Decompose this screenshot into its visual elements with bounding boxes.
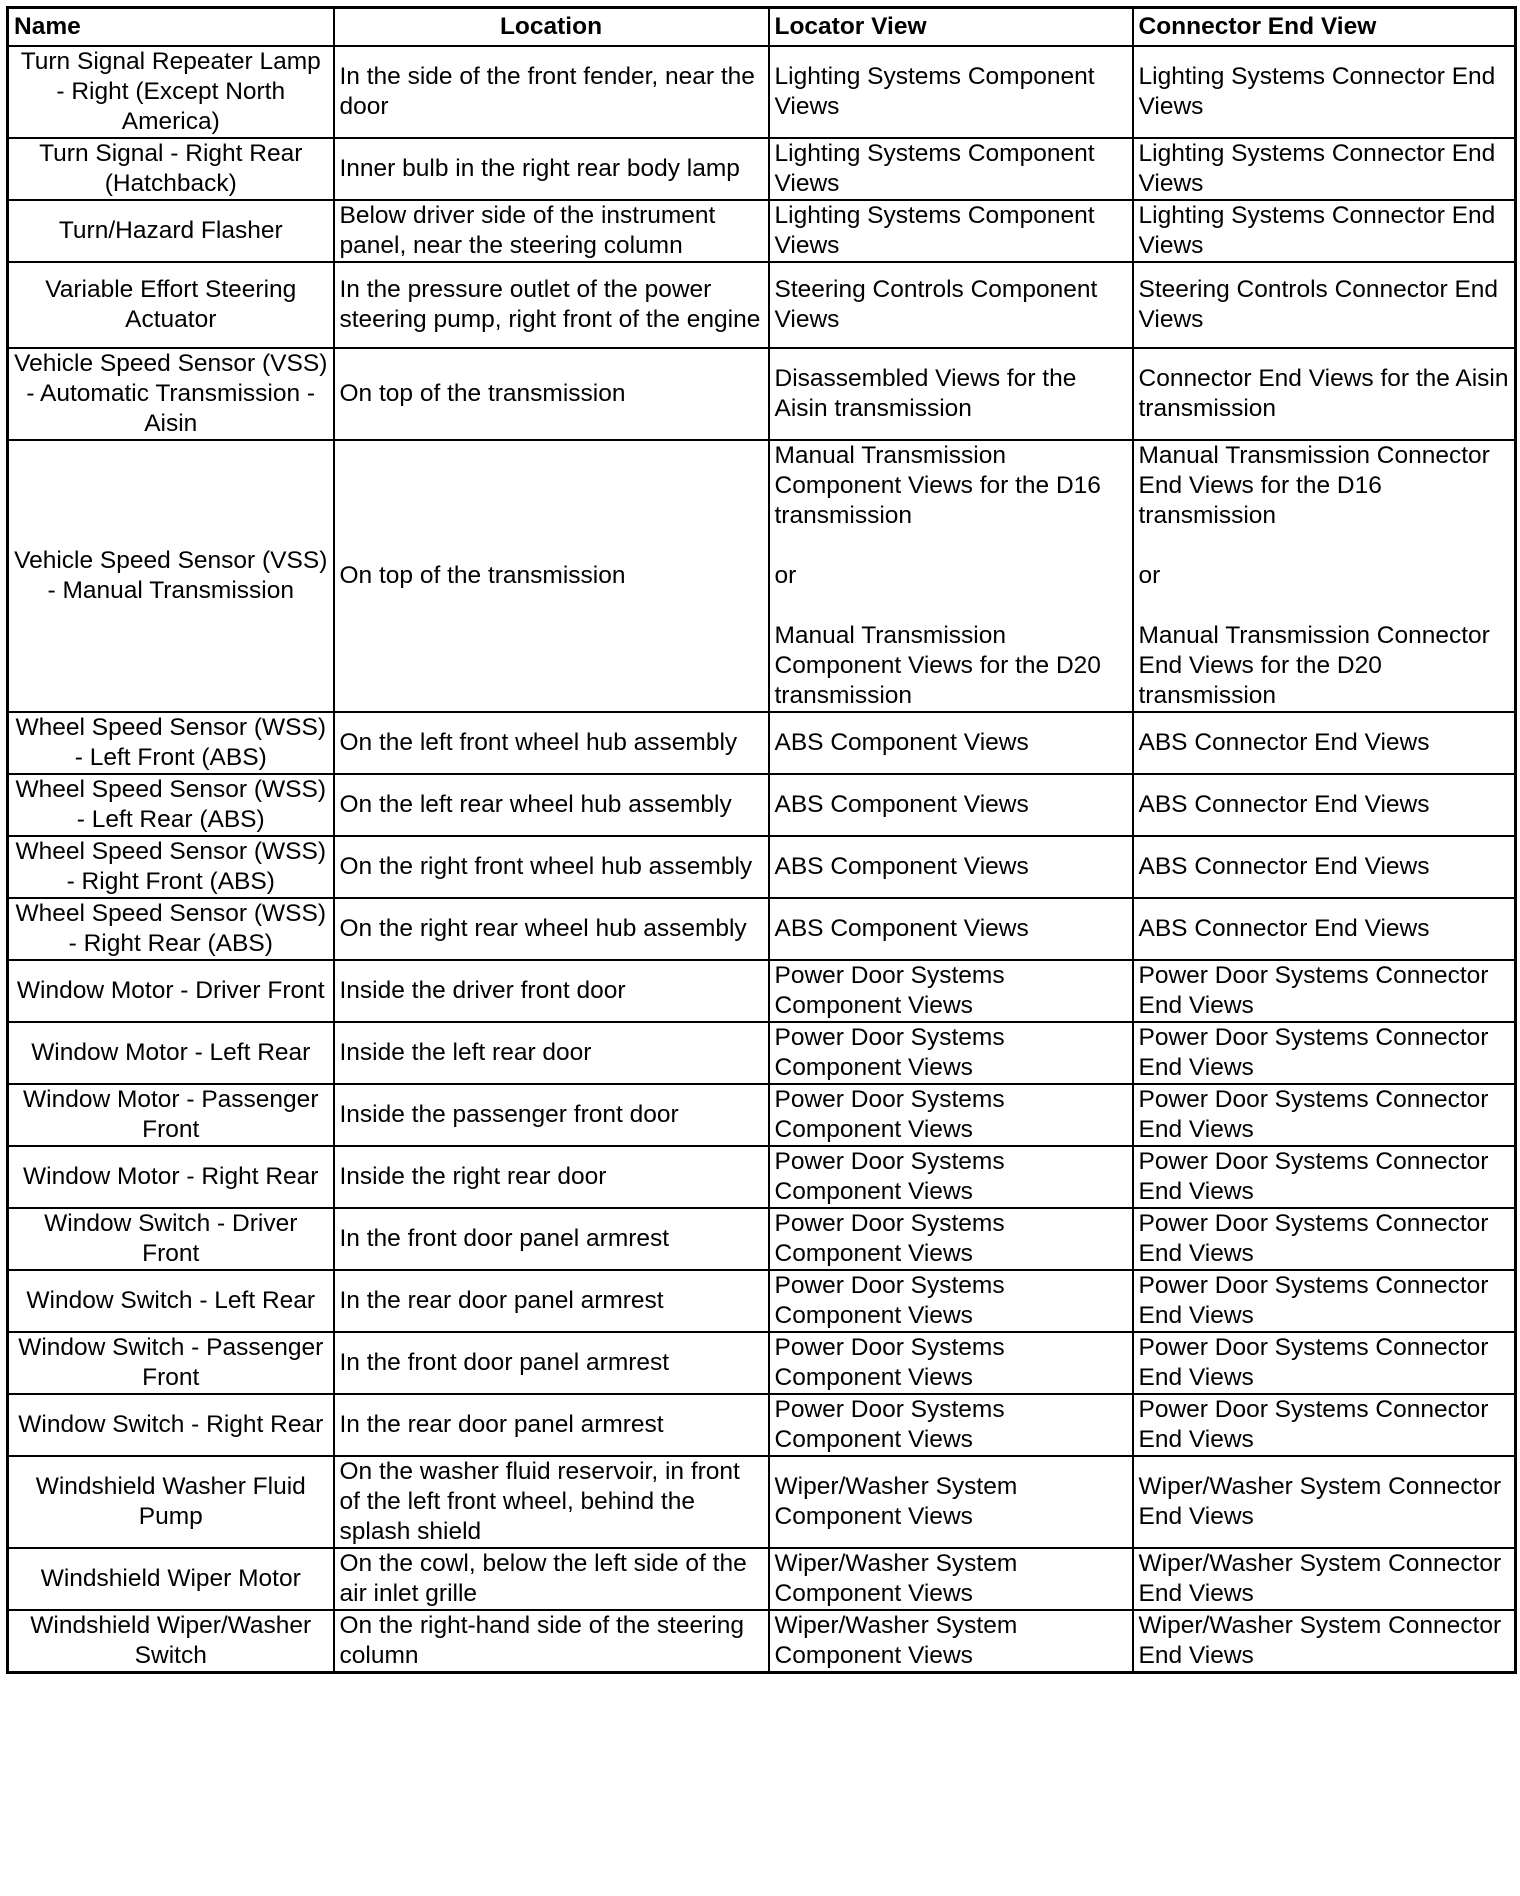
cell-name: Windshield Washer Fluid Pump (8, 1456, 334, 1548)
table-row (8, 1548, 1516, 1610)
cell-connector-end-view: Power Door Systems Connector End Views (1133, 1208, 1516, 1270)
cell-locator-view: Power Door Systems Component Views (769, 1084, 1133, 1146)
cell-locator-view: Power Door Systems Component Views (769, 1332, 1133, 1394)
cell-name: Wheel Speed Sensor (WSS) - Right Front (ABS) (8, 836, 334, 898)
cell-locator-view: ABS Component Views (769, 774, 1133, 836)
cell-connector-end-view: ABS Connector End Views (1133, 712, 1516, 774)
cell-connector-end-view: ABS Connector End Views (1133, 774, 1516, 836)
table-row (8, 440, 1516, 712)
header-row (8, 8, 1516, 47)
cell-locator-view: ABS Component Views (769, 836, 1133, 898)
cell-connector-end-view: ABS Connector End Views (1133, 836, 1516, 898)
cell-locator-view: Lighting Systems Component Views (769, 138, 1133, 200)
cell-name: Window Switch - Driver Front (8, 1208, 334, 1270)
cell-connector-end-view: Power Door Systems Connector End Views (1133, 1394, 1516, 1456)
table-row (8, 1022, 1516, 1084)
cell-name: Turn Signal Repeater Lamp - Right (Except North America) (8, 46, 334, 138)
cell-locator-view: Power Door Systems Component Views (769, 960, 1133, 1022)
table-row (8, 1146, 1516, 1208)
cell-locator-view: Power Door Systems Component Views (769, 1270, 1133, 1332)
cell-connector-end-view: Steering Controls Connector End Views (1133, 262, 1516, 348)
table-row (8, 200, 1516, 262)
cell-name: Vehicle Speed Sensor (VSS) - Automatic Transmission - Aisin (8, 348, 334, 440)
cell-name: Windshield Wiper Motor (8, 1548, 334, 1610)
cell-connector-end-view: Lighting Systems Connector End Views (1133, 200, 1516, 262)
cell-location: On the right front wheel hub assembly (334, 836, 769, 898)
cell-location: On the left front wheel hub assembly (334, 712, 769, 774)
cell-locator-view: Power Door Systems Component Views (769, 1208, 1133, 1270)
cell-name: Wheel Speed Sensor (WSS) - Left Front (ABS) (8, 712, 334, 774)
cell-name: Variable Effort Steering Actuator (8, 262, 334, 348)
cell-locator-view: Power Door Systems Component Views (769, 1022, 1133, 1084)
cell-connector-end-view: Lighting Systems Connector End Views (1133, 46, 1516, 138)
cell-name: Windshield Wiper/Washer Switch (8, 1610, 334, 1673)
table-row (8, 138, 1516, 200)
cell-name: Window Motor - Left Rear (8, 1022, 334, 1084)
component-locator-table (6, 6, 1517, 1674)
header-connector-end-view: Connector End View (1133, 8, 1516, 47)
cell-connector-end-view: Power Door Systems Connector End Views (1133, 960, 1516, 1022)
cell-connector-end-view: Power Door Systems Connector End Views (1133, 1146, 1516, 1208)
table-row (8, 836, 1516, 898)
cell-connector-end-view: Manual Transmission Connector End Views for the D16 transmission or Manual Transmission Connector End Views for the D20 transmission (1133, 440, 1516, 712)
cell-connector-end-view: Power Door Systems Connector End Views (1133, 1270, 1516, 1332)
cell-connector-end-view: ABS Connector End Views (1133, 898, 1516, 960)
cell-connector-end-view: Power Door Systems Connector End Views (1133, 1332, 1516, 1394)
cell-location: On the left rear wheel hub assembly (334, 774, 769, 836)
cell-locator-view: Disassembled Views for the Aisin transmission (769, 348, 1133, 440)
cell-location: In the side of the front fender, near the door (334, 46, 769, 138)
cell-location: In the rear door panel armrest (334, 1270, 769, 1332)
cell-locator-view: ABS Component Views (769, 898, 1133, 960)
header-locator-view: Locator View (769, 8, 1133, 47)
cell-location: On top of the transmission (334, 440, 769, 712)
table-row (8, 1270, 1516, 1332)
cell-connector-end-view: Connector End Views for the Aisin transmission (1133, 348, 1516, 440)
table-row (8, 1394, 1516, 1456)
cell-connector-end-view: Wiper/Washer System Connector End Views (1133, 1456, 1516, 1548)
cell-name: Window Motor - Passenger Front (8, 1084, 334, 1146)
cell-name: Turn Signal - Right Rear (Hatchback) (8, 138, 334, 200)
cell-name: Window Switch - Passenger Front (8, 1332, 334, 1394)
cell-connector-end-view: Lighting Systems Connector End Views (1133, 138, 1516, 200)
cell-name: Wheel Speed Sensor (WSS) - Left Rear (ABS) (8, 774, 334, 836)
cell-connector-end-view: Power Door Systems Connector End Views (1133, 1084, 1516, 1146)
cell-locator-view: Manual Transmission Component Views for the D16 transmission or Manual Transmission Component Views for the D20 transmission (769, 440, 1133, 712)
cell-locator-view: Wiper/Washer System Component Views (769, 1548, 1133, 1610)
cell-name: Vehicle Speed Sensor (VSS) - Manual Transmission (8, 440, 334, 712)
cell-location: On the cowl, below the left side of the air inlet grille (334, 1548, 769, 1610)
table-row (8, 960, 1516, 1022)
cell-locator-view: Lighting Systems Component Views (769, 46, 1133, 138)
table-row (8, 1084, 1516, 1146)
cell-location: On the washer fluid reservoir, in front of the left front wheel, behind the splash shield (334, 1456, 769, 1548)
table-row (8, 1208, 1516, 1270)
cell-locator-view: Steering Controls Component Views (769, 262, 1133, 348)
cell-locator-view: Wiper/Washer System Component Views (769, 1610, 1133, 1673)
cell-name: Window Switch - Left Rear (8, 1270, 334, 1332)
cell-location: In the front door panel armrest (334, 1208, 769, 1270)
header-location: Location (334, 8, 769, 47)
table-row (8, 712, 1516, 774)
cell-location: On the right-hand side of the steering column (334, 1610, 769, 1673)
cell-name: Wheel Speed Sensor (WSS) - Right Rear (ABS) (8, 898, 334, 960)
cell-location: In the rear door panel armrest (334, 1394, 769, 1456)
cell-location: Inside the passenger front door (334, 1084, 769, 1146)
cell-location: In the front door panel armrest (334, 1332, 769, 1394)
table-row (8, 262, 1516, 348)
table-row (8, 1332, 1516, 1394)
table-row (8, 348, 1516, 440)
cell-name: Window Switch - Right Rear (8, 1394, 334, 1456)
table-row (8, 46, 1516, 138)
cell-locator-view: Wiper/Washer System Component Views (769, 1456, 1133, 1548)
cell-location: On the right rear wheel hub assembly (334, 898, 769, 960)
table-row (8, 774, 1516, 836)
cell-connector-end-view: Power Door Systems Connector End Views (1133, 1022, 1516, 1084)
cell-location: Inside the driver front door (334, 960, 769, 1022)
header-name: Name (8, 8, 334, 47)
cell-name: Turn/Hazard Flasher (8, 200, 334, 262)
cell-location: Inside the right rear door (334, 1146, 769, 1208)
cell-name: Window Motor - Driver Front (8, 960, 334, 1022)
cell-locator-view: Power Door Systems Component Views (769, 1394, 1133, 1456)
table-row (8, 898, 1516, 960)
table-row (8, 1610, 1516, 1673)
document-page (6, 6, 1514, 1674)
cell-location: Inner bulb in the right rear body lamp (334, 138, 769, 200)
table-row (8, 1456, 1516, 1548)
cell-location: Below driver side of the instrument panel, near the steering column (334, 200, 769, 262)
cell-location: On top of the transmission (334, 348, 769, 440)
cell-locator-view: ABS Component Views (769, 712, 1133, 774)
cell-location: In the pressure outlet of the power steering pump, right front of the engine (334, 262, 769, 348)
cell-location: Inside the left rear door (334, 1022, 769, 1084)
cell-name: Window Motor - Right Rear (8, 1146, 334, 1208)
cell-locator-view: Lighting Systems Component Views (769, 200, 1133, 262)
cell-locator-view: Power Door Systems Component Views (769, 1146, 1133, 1208)
cell-connector-end-view: Wiper/Washer System Connector End Views (1133, 1610, 1516, 1673)
cell-connector-end-view: Wiper/Washer System Connector End Views (1133, 1548, 1516, 1610)
